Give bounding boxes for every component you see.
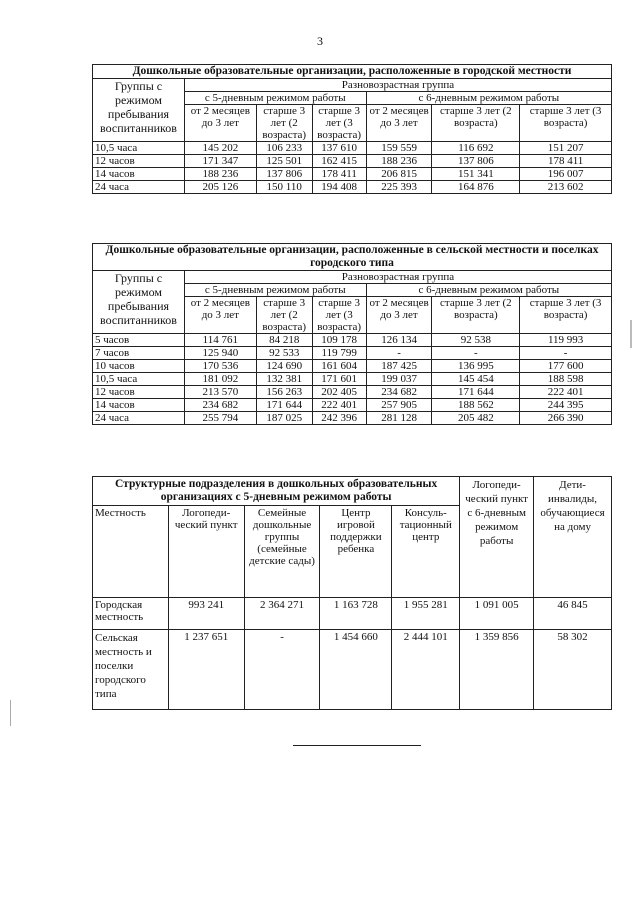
sub-header: от 2 месяцев до 3 лет [366,297,432,334]
cell: 119 993 [520,334,612,347]
cell: 164 876 [432,181,520,194]
sub-header: Центр игровой поддержки ребенка [320,506,392,598]
age-group-header: Разновозрастная группа [184,271,611,284]
sub-header: Логопеди-ческий пункт [168,506,244,598]
table-row [93,373,612,386]
cell: 84 218 [256,334,312,347]
sub-header: старше 3 лет (3 возраста) [312,105,366,142]
table-title: Дошкольные образовательные организации, расположенные в городской местности [93,65,612,79]
cell: 136 995 [432,360,520,373]
rural-fees-table [92,243,612,425]
cell: 199 037 [366,373,432,386]
sub-header: Семейные дошкольные группы (семейные детские сады) [244,506,320,598]
cell: 187 025 [256,412,312,425]
cell: 170 536 [184,360,256,373]
group-header: Группы с режимом пребывания воспитанников [93,79,185,142]
sub-header: старше 3 лет (2 возраста) [432,297,520,334]
cell: 151 341 [432,168,520,181]
mode5-header: с 5-дневным режимом работы [184,284,366,297]
cell: 156 263 [256,386,312,399]
mode6-header: с 6-дневным режимом работы [366,92,611,105]
row-label: 12 часов [93,155,185,168]
cell: 188 236 [366,155,432,168]
cell: 234 682 [366,386,432,399]
cell: 159 559 [366,142,432,155]
row-label: 14 часов [93,399,185,412]
cell: 1 163 728 [320,598,392,630]
row-label: 10 часов [93,360,185,373]
cell: 58 302 [534,630,612,710]
cell: 188 562 [432,399,520,412]
row-label: 12 часов [93,386,185,399]
cell: 266 390 [520,412,612,425]
margin-mark [10,700,11,726]
cell: 205 126 [184,181,256,194]
sub-header: старше 3 лет (3 возраста) [520,297,612,334]
cell: 225 393 [366,181,432,194]
urban-fees-table [92,64,612,194]
closing-divider [293,745,421,746]
sub-header: старше 3 лет (2 возраста) [256,105,312,142]
cell: 171 347 [184,155,256,168]
cell: 2 444 101 [392,630,460,710]
margin-mark [630,320,632,348]
table-row [93,155,612,168]
structural-units-table [92,476,612,710]
row-label: Городская местность [93,598,169,630]
cell: 1 454 660 [320,630,392,710]
table-row [93,598,612,630]
disabled-children-header: Дети-инвалиды, обучающиеся на дому [534,477,612,598]
cell: 205 482 [432,412,520,425]
cell: 109 178 [312,334,366,347]
row-label: Сельская местность и поселки городского типа [93,630,169,710]
cell: 137 806 [256,168,312,181]
cell: 125 501 [256,155,312,168]
cell: 244 395 [520,399,612,412]
cell: - [432,347,520,360]
cell: 1 091 005 [460,598,534,630]
cell: 187 425 [366,360,432,373]
group-header: Группы с режимом пребывания воспитанников [93,271,185,334]
cell: 196 007 [520,168,612,181]
cell: 222 401 [520,386,612,399]
sub-header: от 2 месяцев до 3 лет [184,297,256,334]
cell: 188 598 [520,373,612,386]
cell: 150 110 [256,181,312,194]
cell: - [244,630,320,710]
cell: 234 682 [184,399,256,412]
sub-header: старше 3 лет (3 возраста) [520,105,612,142]
table-row [93,347,612,360]
cell: 145 454 [432,373,520,386]
table-row [93,334,612,347]
cell: 206 815 [366,168,432,181]
age-group-header: Разновозрастная группа [184,79,611,92]
page-number: 3 [317,34,323,48]
cell: 171 644 [256,399,312,412]
row-label: 10,5 часа [93,142,185,155]
row-label: 10,5 часа [93,373,185,386]
cell: 181 092 [184,373,256,386]
cell: 161 604 [312,360,366,373]
cell: 137 610 [312,142,366,155]
cell: 1 359 856 [460,630,534,710]
cell: 92 538 [432,334,520,347]
table-row [93,399,612,412]
table-title: Структурные подразделения в дошкольных образовательных организациях с 5-дневным режимом работы [93,477,460,506]
table-row [93,630,612,710]
table-row [93,412,612,425]
cell: 126 134 [366,334,432,347]
cell: 993 241 [168,598,244,630]
cell: - [520,347,612,360]
cell: 188 236 [184,168,256,181]
table-title: Дошкольные образовательные организации, расположенные в сельской местности и поселках городского типа [93,244,612,271]
row-label: 24 часа [93,412,185,425]
row-label: 24 часа [93,181,185,194]
cell: 171 601 [312,373,366,386]
cell: 222 401 [312,399,366,412]
cell: 257 905 [366,399,432,412]
cell: 106 233 [256,142,312,155]
table-row [93,181,612,194]
table-row [93,142,612,155]
logoped6-header: Логопеди-ческий пункт с 6-дневным режимом работы [460,477,534,598]
cell: 281 128 [366,412,432,425]
row-label: 7 часов [93,347,185,360]
cell: 1 955 281 [392,598,460,630]
cell: 242 396 [312,412,366,425]
cell: 114 761 [184,334,256,347]
row-label: 5 часов [93,334,185,347]
cell: 137 806 [432,155,520,168]
cell: 194 408 [312,181,366,194]
table-row [93,386,612,399]
cell: 171 644 [432,386,520,399]
cell: 177 600 [520,360,612,373]
cell: 162 415 [312,155,366,168]
sub-header: старше 3 лет (3 возраста) [312,297,366,334]
cell: 1 237 651 [168,630,244,710]
mode6-header: с 6-дневным режимом работы [366,284,611,297]
cell: 124 690 [256,360,312,373]
cell: 255 794 [184,412,256,425]
cell: 46 845 [534,598,612,630]
table-row [93,168,612,181]
cell: 178 411 [520,155,612,168]
row-label: 14 часов [93,168,185,181]
cell: 178 411 [312,168,366,181]
cell: 151 207 [520,142,612,155]
sub-header: Местность [93,506,169,598]
cell: 132 381 [256,373,312,386]
cell: 202 405 [312,386,366,399]
cell: 145 202 [184,142,256,155]
cell: 116 692 [432,142,520,155]
sub-header: старше 3 лет (2 возраста) [432,105,520,142]
sub-header: Консуль-тационный центр [392,506,460,598]
sub-header: от 2 месяцев до 3 лет [366,105,432,142]
mode5-header: с 5-дневным режимом работы [184,92,366,105]
sub-header: от 2 месяцев до 3 лет [184,105,256,142]
cell: 213 602 [520,181,612,194]
cell: 125 940 [184,347,256,360]
table-row [93,360,612,373]
cell: 119 799 [312,347,366,360]
cell: 92 533 [256,347,312,360]
cell: - [366,347,432,360]
cell: 213 570 [184,386,256,399]
cell: 2 364 271 [244,598,320,630]
sub-header: старше 3 лет (2 возраста) [256,297,312,334]
